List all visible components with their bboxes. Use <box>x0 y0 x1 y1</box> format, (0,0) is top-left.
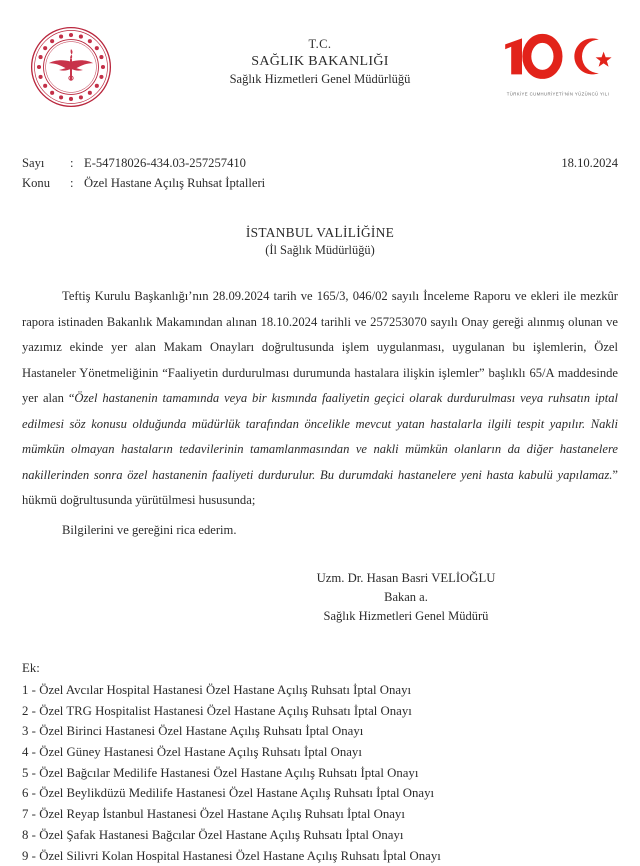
sayi-row <box>22 154 618 174</box>
attachment-number: 5 - <box>22 765 36 780</box>
signature-block <box>0 569 640 628</box>
konu-value: Özel Hastane Açılış Ruhsat İptalleri <box>84 175 266 190</box>
attachment-text: Özel TRG Hospitalist Hastanesi Özel Hastane Açılış Ruhsatı İptal Onayı <box>39 703 412 718</box>
attachment-item <box>22 680 618 701</box>
konu-label: Konu <box>22 175 50 190</box>
body-quoted-regulation: Özel hastanenin tamamında veya bir kısmında faaliyetin geçici olarak durdurulması veya ruhsatın iptal edilmesi söz konusu olduğunda müdürlük tarafından öncelikle mevcut yatan hastalarla ilgili tespit yapılır. Nakli mümkün olmayan hastaların tedavilerinin tamamlanmasından ve nakli mümkün olanların da diğer hastanelere nakillerinden sonra özel hastanenin faaliyeti durdurulur. Bu durumdaki hastanelere yeni hasta kabulü yapılamaz. <box>22 391 618 482</box>
body-part-two: ” hükmü doğrultusunda yürütülmesi hususunda; <box>22 467 618 507</box>
attachment-text: Özel Bağcılar Medilife Hastanesi Özel Hastane Açılış Ruhsatı İptal Onayı <box>39 765 419 780</box>
signer-role-delegation: Bakan a. <box>384 590 428 605</box>
attachment-item <box>22 763 618 784</box>
request-line: Bilgilerini ve gereğini rica ederim. <box>62 523 237 538</box>
attachment-text: Özel Şafak Hastanesi Bağcılar Özel Hastane Açılış Ruhsatı İptal Onayı <box>39 827 404 842</box>
reference-block <box>22 154 618 193</box>
header-department: Sağlık Hizmetleri Genel Müdürlüğü <box>229 71 411 86</box>
document-page <box>0 18 640 863</box>
attachment-item <box>22 846 618 866</box>
attachment-number: 4 - <box>22 744 36 759</box>
konu-row <box>22 174 618 194</box>
body-paragraph <box>22 284 618 513</box>
addressee-block <box>0 223 640 260</box>
addressee-sub: (İl Sağlık Müdürlüğü) <box>265 243 375 258</box>
attachment-text: Özel Beylikdüzü Medilife Hastanesi Özel Hastane Açılış Ruhsatı İptal Onayı <box>39 786 435 801</box>
attachment-text: Özel Reyap İstanbul Hastanesi Özel Hastane Açılış Ruhsatı İptal Onayı <box>39 807 405 822</box>
attachment-item <box>22 701 618 722</box>
attachment-text: Özel Avcılar Hospital Hastanesi Özel Hastane Açılış Ruhsatı İptal Onayı <box>39 682 412 697</box>
centenary-logo <box>498 28 618 100</box>
signer-name: Uzm. Dr. Hasan Basri VELİOĞLU <box>316 571 496 586</box>
attachment-item <box>22 825 618 846</box>
attachments-block <box>22 658 618 866</box>
attachment-item <box>22 783 618 804</box>
sayi-value: E-54718026-434.03-257257410 <box>84 156 246 170</box>
attachment-item <box>22 721 618 742</box>
centenary-caption: TÜRKİYE CUMHURİYETİ'NİN YÜZÜNCÜ YILI <box>506 92 610 97</box>
attachment-item <box>22 742 618 763</box>
attachment-item <box>22 804 618 825</box>
konu-colon: : <box>70 175 74 190</box>
attachment-text: Özel Birinci Hastanesi Özel Hastane Açılış Ruhsatı İptal Onayı <box>39 724 364 739</box>
signer-title: Sağlık Hizmetleri Genel Müdürü <box>323 609 489 624</box>
attachment-number: 1 - <box>22 682 36 697</box>
attachment-text: Özel Silivri Kolan Hospital Hastanesi Özel Hastane Açılış Ruhsatı İptal Onayı <box>39 848 441 863</box>
header-tc: T.C. <box>308 37 332 51</box>
attachment-number: 6 - <box>22 786 36 801</box>
attachment-text: Özel Güney Hastanesi Özel Hastane Açılış Ruhsatı İptal Onayı <box>39 744 362 759</box>
sayi-label: Sayı <box>22 156 45 170</box>
sayi-colon: : <box>70 156 74 170</box>
document-header <box>0 18 640 128</box>
body-part-one: Teftiş Kurulu Başkanlığı’nın 28.09.2024 tarih ve 165/3, 046/02 sayılı İnceleme Raporu ve ekleri ile mezkûr rapora istinaden Bakanlık Makamından alınan 18.10.2024 tarihli ve 257253070 sayılı Onay gereği alınmış olunan ve yazımız ekinde yer alan Makam Onayları doğrultusunda işlem uygulanması, uygulanan bu işlemlerin, Özel Hastaneler Yönetmeliğinin “Faaliyetin durdurulması durumunda hastalara ilişkin işlemler” başlıklı 65/A maddesinde yer alan “ <box>22 289 618 406</box>
attachments-label: Ek: <box>22 661 40 676</box>
attachment-number: 9 - <box>22 848 36 863</box>
attachment-number: 2 - <box>22 703 36 718</box>
header-ministry: SAĞLIK BAKANLIĞI <box>251 53 389 69</box>
document-date: 18.10.2024 <box>561 156 618 170</box>
addressee-main: İSTANBUL VALİLİĞİNE <box>245 225 395 241</box>
attachment-number: 7 - <box>22 807 36 822</box>
attachment-number: 8 - <box>22 827 36 842</box>
attachment-number: 3 - <box>22 724 36 739</box>
